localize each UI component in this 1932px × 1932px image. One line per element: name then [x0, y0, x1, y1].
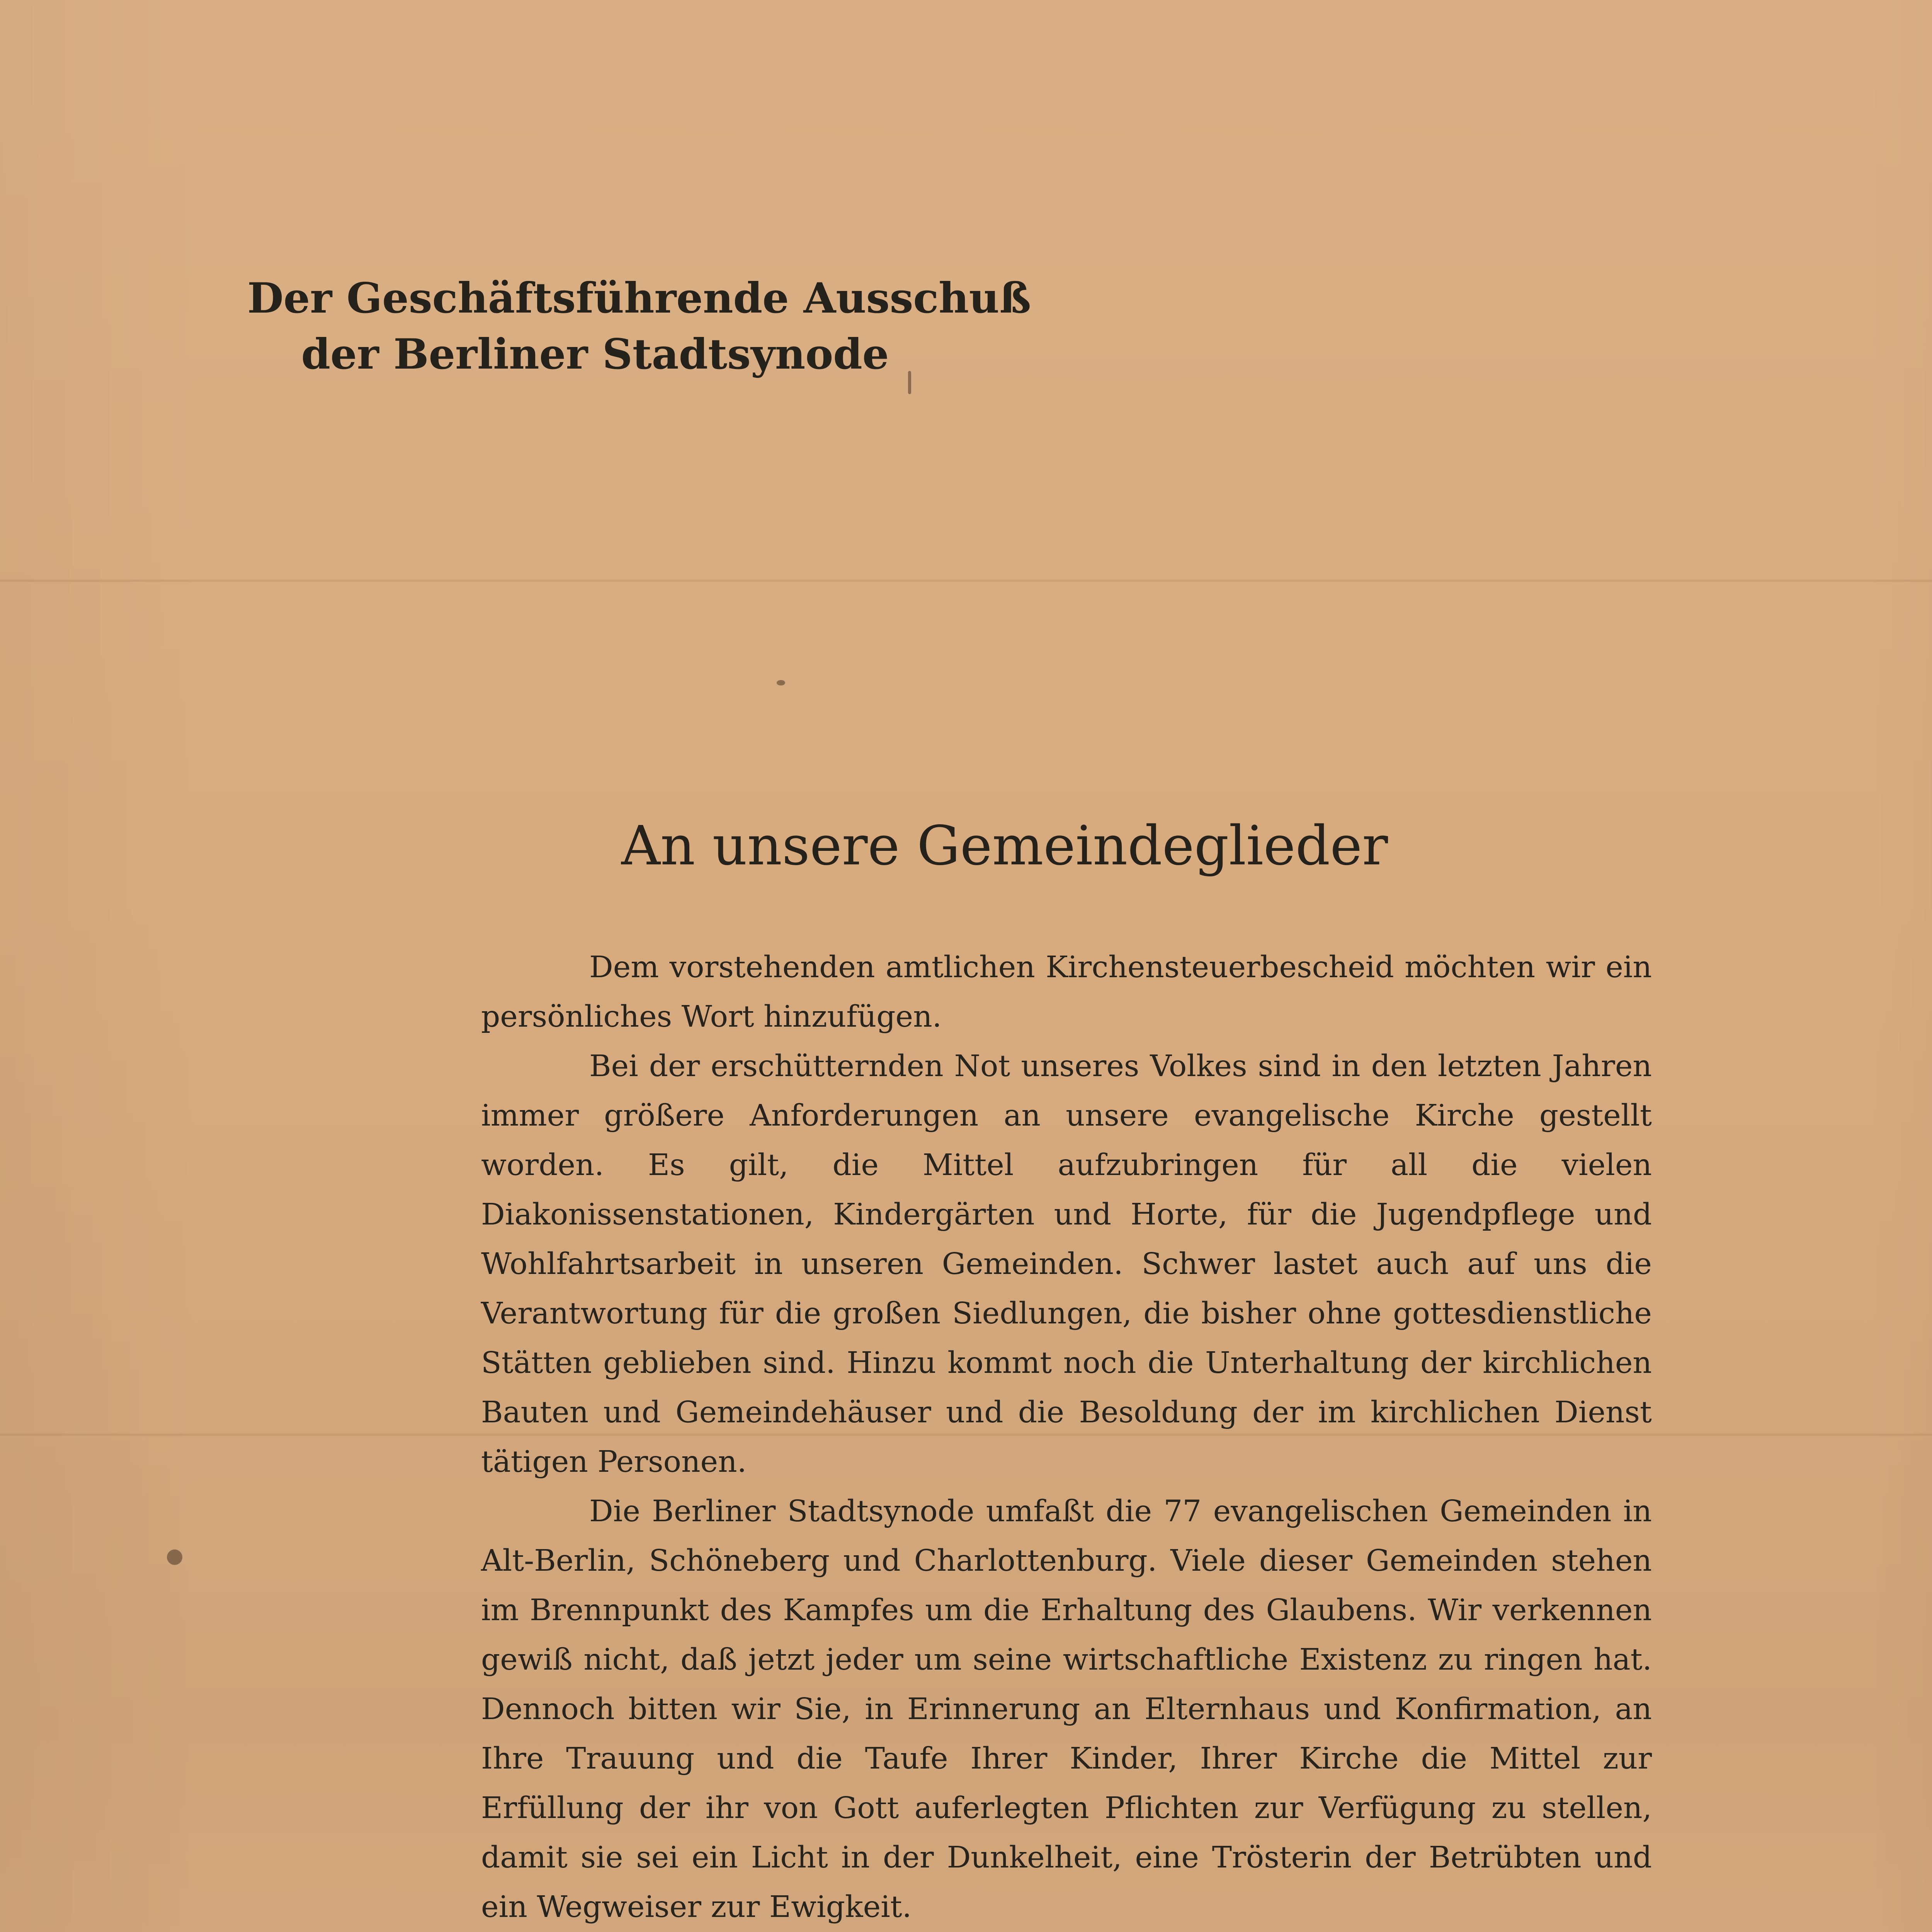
issuer-line-2: der Berliner Stadtsynode	[301, 330, 889, 379]
paragraph-1: Dem vorstehenden amtlichen Kirchensteuerbescheid möchten wir ein persönliches Wort hinzufügen.	[481, 950, 1652, 1034]
paragraph-3: Die Berliner Stadtsynode umfaßt die 77 evangelischen Gemeinden in Alt-Berlin, Schöneberg und Charlottenburg. Viele dieser Gemeinden stehen im Brennpunkt des Kampfes um die Erhaltung des Glaubens. Wir verkennen gewiß nicht, daß jetzt jeder um seine wirtschaftliche Existenz zu ringen hat. Dennoch bitten wir Sie, in Erinnerung an Elternhaus und Konfirmation, an Ihre Trauung und die Taufe Ihrer Kinder, Ihrer Kirche die Mittel zur Erfüllung der ihr von Gott auferlegten Pflichten zur Verfügung zu stellen, damit sie sei ein Licht in der Dunkelheit, eine Trösterin der Betrübten und ein Wegweiser zur Ewigkeit.	[481, 1494, 1652, 1924]
paragraph-2: Bei der erschütternden Not unseres Volkes sind in den letzten Jahren immer größere Anforderungen an unsere evangelische Kirche gestellt worden. Es gilt, die Mittel aufzubringen für all die vielen Diakonissenstationen, Kindergärten und Horte, für die Jugendpflege und Wohlfahrtsarbeit in unseren Gemeinden. Schwer lastet auch auf uns die Verantwortung für die großen Siedlungen, die bisher ohne gottesdienstliche Stätten geblieben sind. Hinzu kommt noch die Unterhaltung der kirchlichen Bauten und Gemeindehäuser und die Besoldung der im kirchlichen Dienst tätigen Personen.	[481, 1049, 1652, 1479]
paper-stain	[777, 680, 785, 685]
letter-body	[481, 943, 1652, 1932]
paper-fold-line	[0, 580, 1932, 582]
issuer-header	[247, 270, 1031, 383]
paper-stain	[167, 1549, 182, 1565]
issuer-line-1: Der Geschäftsführende Ausschuß	[247, 274, 1031, 323]
letter-title: An unsere Gemeindeglieder	[621, 815, 1388, 878]
